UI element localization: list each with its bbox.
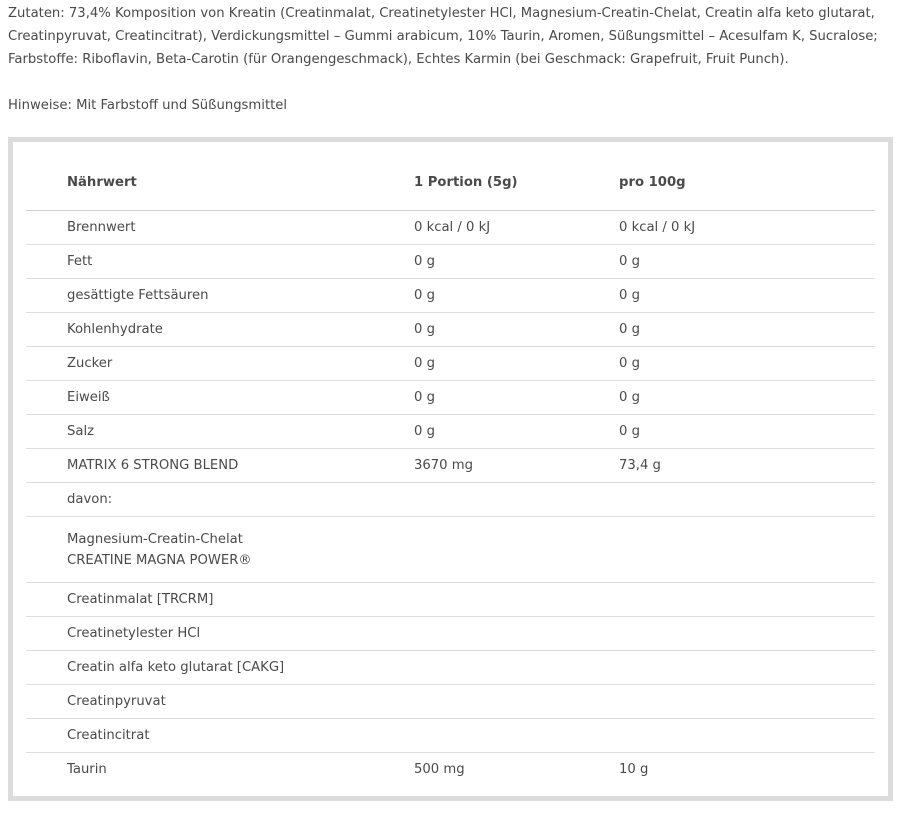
row-per-100g: 0 g (619, 245, 875, 279)
table-row (26, 617, 875, 651)
row-portion: 0 g (414, 245, 619, 279)
row-label: Creatin alfa keto glutarat [CAKG] (26, 651, 414, 685)
row-portion (414, 517, 619, 583)
row-per-100g (619, 685, 875, 719)
table-row (26, 245, 875, 279)
table-row (26, 483, 875, 517)
header-naehrwert: Nährwert (26, 154, 414, 211)
row-portion: 0 g (414, 381, 619, 415)
row-portion (414, 483, 619, 517)
nutrition-table-frame (8, 137, 893, 801)
table-row (26, 279, 875, 313)
row-label-subline: CREATINE MAGNA POWER® (67, 552, 252, 568)
table-row (26, 415, 875, 449)
row-portion: 0 g (414, 415, 619, 449)
row-per-100g (619, 651, 875, 685)
table-row (26, 685, 875, 719)
row-per-100g (619, 617, 875, 651)
row-label: gesättigte Fettsäuren (26, 279, 414, 313)
row-portion (414, 719, 619, 753)
row-portion: 500 mg (414, 762, 465, 777)
row-label: Creatinetylester HCl (26, 617, 414, 651)
row-label: MATRIX 6 STRONG BLEND (26, 449, 414, 483)
row-portion (414, 685, 619, 719)
header-pro-100g: pro 100g (619, 154, 875, 211)
row-label: Brennwert (26, 211, 414, 245)
table-row (26, 449, 875, 483)
row-portion: 3670 mg (414, 449, 619, 483)
ingredients-text: Zutaten: 73,4% Komposition von Kreatin (Creatinmalat, Creatinetylester HCl, Magnesium-Creatin-Chelat, Creatin alfa keto glutarat, Creatinpyruvat, Creatincitrat), Verdickungsmittel – Gummi arabicum, 10% Taurin, Aromen, Süßungsmittel – Acesulfam K, Sucralose; Farbstoffe: Riboflavin, Beta-Carotin (für Orangengeschmack), Echtes Karmin (bei Geschmack: Grapefruit, Fruit Punch). (8, 6, 878, 67)
table-row (26, 517, 875, 583)
row-label: Creatinmalat [TRCRM] (26, 583, 414, 617)
row-per-100g: 10 g (619, 762, 649, 777)
row-label: davon: (26, 483, 414, 517)
row-per-100g (619, 517, 875, 583)
row-portion (414, 617, 619, 651)
row-label: Creatincitrat (26, 719, 414, 753)
row-per-100g (619, 583, 875, 617)
row-portion: 0 g (414, 313, 619, 347)
nutrition-table (26, 154, 875, 786)
row-per-100g: 0 g (619, 279, 875, 313)
table-row (26, 719, 875, 753)
table-row (26, 583, 875, 617)
header-portion: 1 Portion (5g) (414, 154, 619, 211)
table-row (26, 651, 875, 685)
row-per-100g: 0 g (619, 415, 875, 449)
row-per-100g: 0 g (619, 381, 875, 415)
table-row (26, 347, 875, 381)
row-label-main: Magnesium-Creatin-Chelat (67, 531, 243, 547)
row-per-100g (619, 483, 875, 517)
row-portion: 0 g (414, 347, 619, 381)
row-label (26, 517, 414, 583)
row-portion: 0 g (414, 279, 619, 313)
row-label: Zucker (26, 347, 414, 381)
table-row (26, 313, 875, 347)
row-portion (414, 651, 619, 685)
table-row (26, 753, 875, 787)
row-label: Eiweiß (26, 381, 414, 415)
row-per-100g: 0 g (619, 313, 875, 347)
row-label: Fett (26, 245, 414, 279)
row-label: Salz (26, 415, 414, 449)
table-row (26, 381, 875, 415)
row-per-100g: 73,4 g (619, 449, 875, 483)
row-portion (414, 583, 619, 617)
row-per-100g: 0 g (619, 347, 875, 381)
row-per-100g (619, 719, 875, 753)
row-label: Kohlenhydrate (26, 313, 414, 347)
row-per-100g: 0 kcal / 0 kJ (619, 211, 875, 245)
hinweise-text: Hinweise: Mit Farbstoff und Süßungsmittel (8, 98, 288, 113)
table-header-row (26, 154, 875, 211)
table-row (26, 211, 875, 245)
row-portion: 0 kcal / 0 kJ (414, 211, 619, 245)
row-label: Taurin (67, 762, 107, 777)
row-label: Creatinpyruvat (26, 685, 414, 719)
